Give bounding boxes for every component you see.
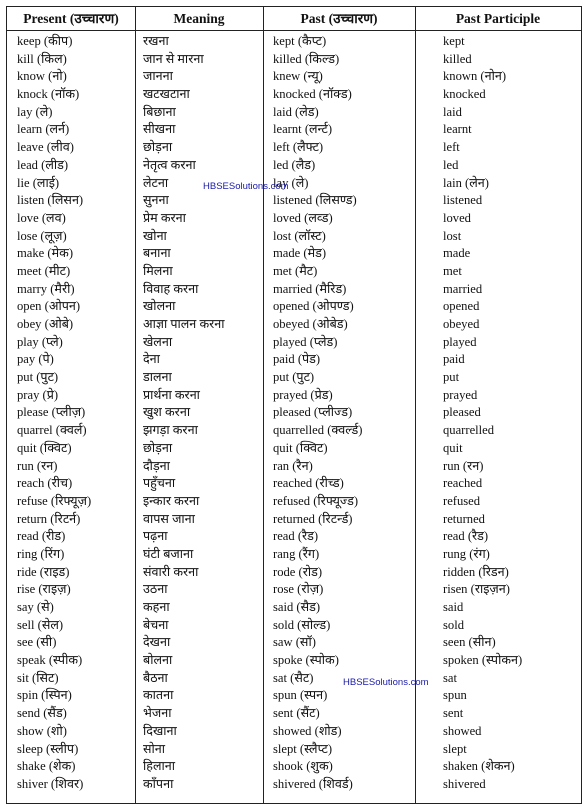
meaning-cell: पहुँचना: [143, 476, 176, 491]
column-divider: [263, 7, 264, 803]
column-present: [17, 33, 133, 794]
past-participle-cell: refused: [443, 493, 481, 508]
present-cell: keep (कीप): [17, 34, 73, 48]
meaning-cell: देना: [143, 352, 160, 367]
past-cell: quarrelled (क्वर्ल्ड): [273, 423, 363, 438]
past-participle-cell: returned: [443, 511, 485, 526]
present-cell: return (रिटर्न): [17, 511, 81, 526]
past-cell: put (पुट): [273, 370, 315, 385]
meaning-cell: खोलना: [143, 299, 176, 314]
present-cell: read (रीड): [17, 529, 66, 544]
present-cell: sit (सिट): [17, 670, 59, 685]
present-cell: reach (रीच): [17, 476, 73, 491]
past-participle-cell: spun: [443, 688, 467, 703]
present-cell: know (नो): [17, 69, 67, 84]
past-cell: sat (सैट): [273, 670, 314, 685]
present-cell: put (पुट): [17, 370, 59, 385]
present-cell: pay (पे): [17, 352, 54, 367]
past-participle-cell: made: [443, 246, 471, 261]
present-cell: lead (लीड): [17, 157, 69, 172]
meaning-cell: भेजना: [143, 706, 172, 721]
past-participle-cell: known (नोन): [443, 69, 507, 84]
past-participle-cell: said: [443, 600, 464, 614]
meaning-cell: प्रेम करना: [143, 210, 186, 225]
past-cell: learnt (लर्न्ट): [273, 122, 333, 137]
meaning-cell: काँपना: [143, 776, 174, 791]
present-cell: sell (सेल): [17, 617, 64, 632]
meaning-cell: मिलना: [143, 263, 173, 278]
present-cell: kill (किल): [17, 51, 67, 66]
past-participle-cell: knocked: [443, 87, 486, 102]
present-cell: lose (लूज़): [17, 228, 67, 243]
past-participle-cell: pleased: [443, 405, 481, 420]
present-cell: leave (लीव): [17, 140, 74, 155]
present-cell: make (मेक): [17, 246, 74, 261]
present-cell: show (शो): [17, 723, 67, 738]
present-cell: listen (लिसन): [17, 193, 84, 208]
past-cell: rose (रोज़): [273, 582, 324, 597]
past-participle-cell: ridden (रिडन): [443, 564, 509, 579]
meaning-cell: प्रार्थना करना: [143, 387, 200, 402]
past-cell: shook (शुक): [273, 759, 333, 774]
past-participle-cell: slept: [443, 741, 467, 756]
past-cell: listened (लिसण्ड): [273, 193, 357, 208]
header-meaning: Meaning: [135, 7, 263, 31]
past-cell: obeyed (ओबेड): [273, 317, 348, 331]
header-past: Past (उच्चारण): [263, 7, 415, 31]
past-cell: showed (शोड): [273, 723, 342, 738]
meaning-cell: सुनना: [143, 193, 169, 208]
past-cell: pleased (प्लीज्ड): [273, 405, 353, 420]
header-present: Present (उच्चारण): [7, 7, 135, 31]
meaning-cell: छोड़ना: [143, 140, 173, 155]
past-cell: ran (रैन): [273, 458, 313, 473]
meaning-cell: लेटना: [143, 175, 169, 190]
past-cell: opened (ओपण्ड): [273, 299, 354, 314]
past-participle-cell: left: [443, 140, 460, 155]
meaning-cell: खेलना: [143, 334, 173, 349]
past-cell: knew (न्यू): [273, 69, 323, 84]
meaning-cell: जान से मारना: [143, 51, 204, 66]
past-cell: prayed (प्रेड): [273, 387, 333, 402]
present-cell: speak (स्पीक): [17, 653, 83, 668]
past-participle-cell: shivered: [443, 776, 486, 791]
meaning-cell: वापस जाना: [143, 511, 195, 526]
meaning-cell: कहना: [143, 600, 170, 614]
past-participle-cell: kept: [443, 34, 465, 48]
present-cell: lay (ले): [17, 104, 53, 119]
past-cell: sent (सैंट): [273, 706, 320, 721]
watermark: HBSESolutions.com: [343, 677, 429, 688]
past-cell: spoke (स्पोक): [273, 653, 339, 668]
meaning-cell: जानना: [143, 69, 173, 84]
meaning-cell: दिखाना: [143, 723, 177, 738]
past-cell: paid (पेड): [273, 352, 321, 367]
present-cell: love (लव): [17, 210, 66, 225]
present-cell: meet (मीट): [17, 263, 71, 278]
past-cell: lost (लॉस्ट): [273, 228, 326, 243]
meaning-cell: खटखटाना: [143, 87, 190, 102]
present-cell: lie (लाई): [17, 175, 60, 190]
past-participle-cell: risen (राइज़न): [443, 582, 510, 597]
meaning-cell: बेचना: [143, 617, 169, 632]
column-meaning: [143, 33, 261, 794]
meaning-cell: विवाह करना: [143, 281, 199, 296]
meaning-cell: संवारी करना: [143, 564, 199, 579]
meaning-cell: सोना: [143, 741, 166, 756]
past-cell: saw (सॉ): [273, 635, 316, 650]
present-cell: please (प्लीज़): [17, 405, 86, 420]
meaning-cell: घंटी बजाना: [143, 546, 194, 561]
past-cell: made (मेड): [273, 246, 327, 261]
present-cell: pray (प्रे): [17, 387, 59, 402]
past-cell: killed (किल्ड): [273, 51, 340, 66]
present-cell: refuse (रिफ्यूज़): [17, 493, 92, 508]
past-participle-cell: laid: [443, 104, 462, 119]
past-participle-cell: killed: [443, 51, 472, 66]
meaning-cell: बैठना: [143, 670, 168, 685]
past-participle-cell: led: [443, 157, 459, 172]
past-cell: spun (स्पन): [273, 688, 328, 703]
meaning-cell: हिलाना: [143, 759, 176, 774]
meaning-cell: दौड़ना: [143, 458, 170, 473]
past-participle-cell: shaken (शेकन): [443, 759, 515, 774]
meaning-cell: छोड़ना: [143, 440, 173, 455]
past-participle-cell: read (रैड): [443, 529, 489, 544]
meaning-cell: झगड़ा करना: [143, 423, 198, 438]
past-participle-cell: showed: [443, 723, 482, 738]
past-cell: laid (लेड): [273, 104, 319, 119]
meaning-cell: बनाना: [143, 246, 171, 261]
meaning-cell: डालना: [143, 370, 172, 385]
past-cell: slept (स्लैप्ट): [273, 741, 333, 756]
present-cell: spin (स्पिन): [17, 688, 72, 703]
past-cell: quit (क्विट): [273, 440, 328, 455]
present-cell: rise (राइज़): [17, 582, 71, 597]
past-participle-cell: seen (सीन): [443, 635, 496, 650]
past-participle-cell: sold: [443, 617, 464, 632]
past-participle-cell: sat: [443, 670, 457, 685]
past-cell: kept (कैप्ट): [273, 34, 327, 48]
past-cell: said (सैड): [273, 600, 321, 614]
past-participle-cell: sent: [443, 706, 464, 721]
past-cell: rode (रोड): [273, 564, 323, 579]
verb-table: [6, 6, 582, 804]
present-cell: quit (क्विट): [17, 440, 72, 455]
meaning-cell: उठना: [143, 582, 168, 597]
past-participle-cell: rung (रंग): [443, 546, 490, 561]
past-cell: left (लैफ्ट): [273, 140, 324, 155]
past-participle-cell: spoken (स्पोकन): [443, 653, 523, 668]
present-cell: learn (लर्न): [17, 122, 70, 137]
past-participle-cell: quit: [443, 440, 463, 455]
meaning-cell: इन्कार करना: [143, 493, 200, 508]
meaning-cell: देखना: [143, 635, 171, 650]
past-participle-cell: loved: [443, 210, 471, 225]
past-participle-cell: paid: [443, 352, 465, 367]
past-cell: played (प्लेड): [273, 334, 338, 349]
past-cell: read (रैड): [273, 529, 319, 544]
column-divider: [135, 7, 136, 803]
present-cell: open (ओपन): [17, 299, 81, 314]
past-cell: returned (रिटर्न्ड): [273, 511, 353, 526]
past-participle-cell: lain (लेन): [443, 175, 489, 190]
present-cell: sleep (स्लीप): [17, 741, 79, 756]
meaning-cell: कातना: [143, 688, 174, 703]
meaning-cell: बिछाना: [143, 104, 176, 119]
past-participle-cell: reached: [443, 476, 483, 491]
meaning-cell: खोना: [143, 228, 167, 243]
header-past-participle: Past Participle: [415, 7, 581, 31]
past-participle-cell: run (रन): [443, 458, 484, 473]
past-cell: sold (सोल्ड): [273, 617, 331, 632]
meaning-cell: सीखना: [143, 122, 176, 137]
meaning-cell: नेतृत्व करना: [143, 157, 196, 172]
present-cell: ride (राइड): [17, 564, 70, 579]
past-cell: loved (लव्ड): [273, 210, 333, 225]
past-participle-cell: prayed: [443, 387, 478, 402]
present-cell: marry (मैरी): [17, 281, 75, 296]
meaning-cell: रखना: [143, 34, 169, 48]
past-cell: refused (रिफ्यूज्ड): [273, 493, 359, 508]
past-cell: knocked (नॉक्ड): [273, 87, 352, 102]
present-cell: see (सी): [17, 635, 57, 650]
present-cell: play (प्ले): [17, 334, 63, 349]
past-participle-cell: obeyed: [443, 317, 480, 331]
past-participle-cell: learnt: [443, 122, 472, 137]
meaning-cell: पढ़ना: [143, 529, 168, 544]
present-cell: obey (ओबे): [17, 317, 74, 331]
meaning-cell: खुश करना: [143, 405, 191, 420]
present-cell: quarrel (क्वर्ल): [17, 423, 87, 438]
past-cell: lay (ले): [273, 175, 309, 190]
past-participle-cell: met: [443, 263, 462, 278]
present-cell: shake (शेक): [17, 759, 76, 774]
present-cell: knock (नॉक): [17, 87, 80, 102]
past-cell: met (मैट): [273, 263, 318, 278]
meaning-cell: आज्ञा पालन करना: [143, 317, 225, 331]
past-participle-cell: quarrelled: [443, 423, 495, 438]
past-participle-cell: played: [443, 334, 477, 349]
past-participle-cell: married: [443, 281, 483, 296]
present-cell: send (सैंड): [17, 706, 67, 721]
past-cell: rang (रैंग): [273, 546, 320, 561]
present-cell: ring (रिंग): [17, 546, 65, 561]
past-cell: shivered (शिवर्ड): [273, 776, 353, 791]
past-participle-cell: listened: [443, 193, 483, 208]
present-cell: say (से): [17, 600, 54, 614]
present-cell: shiver (शिवर): [17, 776, 84, 791]
present-cell: run (रन): [17, 458, 58, 473]
past-participle-cell: opened: [443, 299, 480, 314]
past-participle-cell: lost: [443, 228, 462, 243]
watermark: HBSESolutions.com: [203, 181, 289, 192]
column-past-participle: [443, 33, 579, 794]
past-cell: reached (रीच्ड): [273, 476, 344, 491]
past-participle-cell: put: [443, 370, 460, 385]
past-cell: led (लैड): [273, 157, 316, 172]
past-cell: married (मैरिड): [273, 281, 347, 296]
meaning-cell: बोलना: [143, 653, 173, 668]
